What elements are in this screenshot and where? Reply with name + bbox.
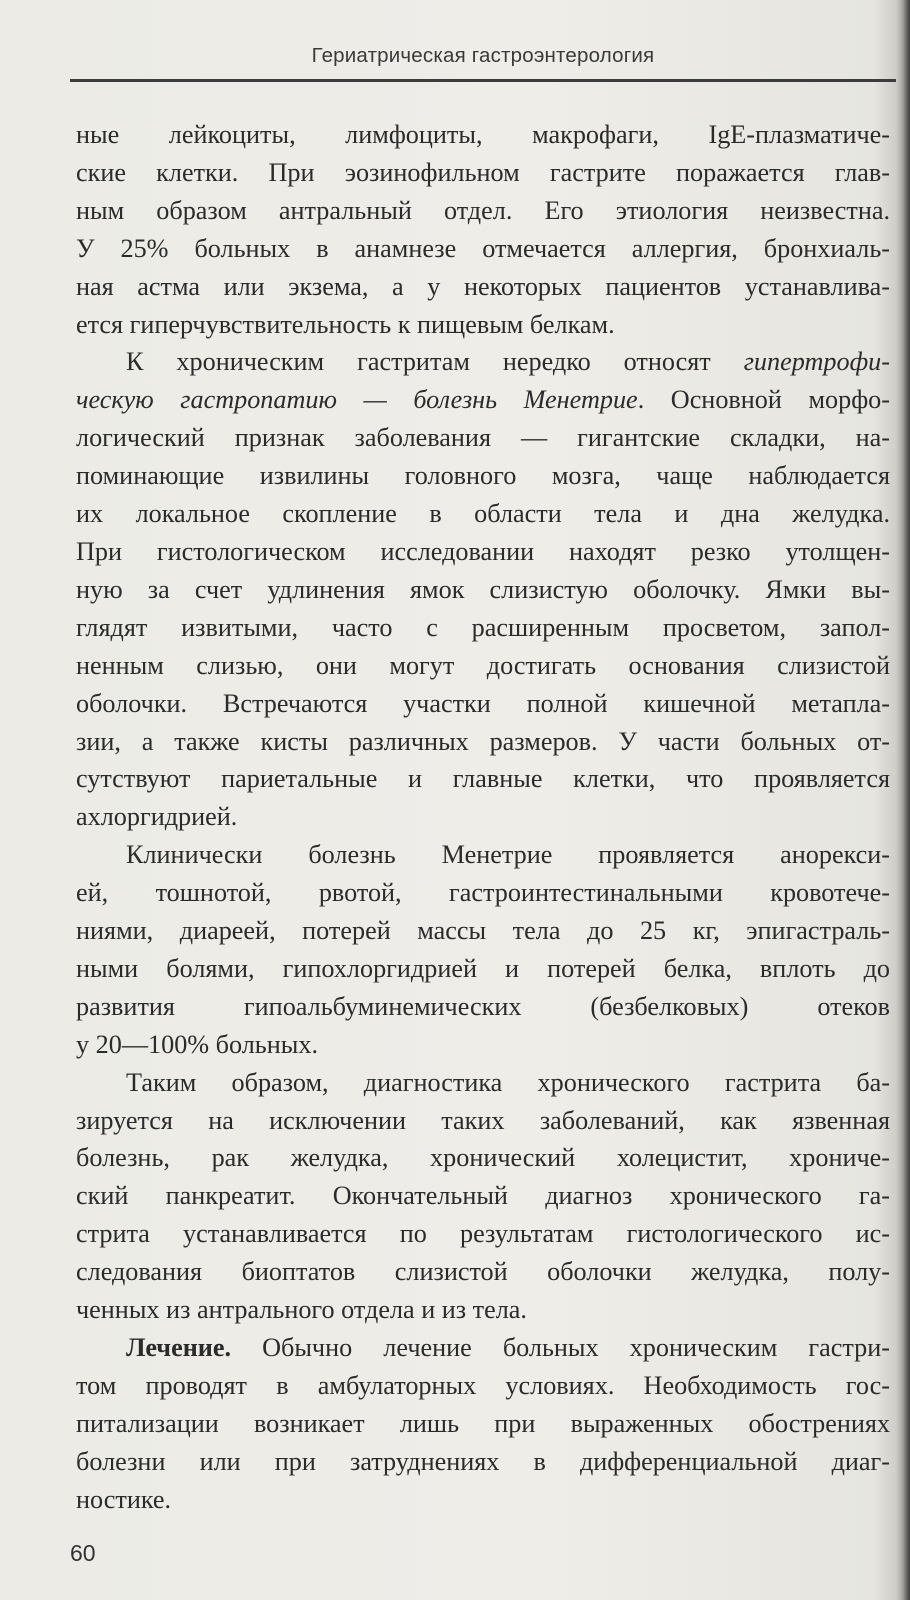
section-heading: Лечение. <box>126 1333 232 1362</box>
paragraph-5 <box>76 1329 890 1519</box>
text-line: зируется на исключении таких заболеваний, как язвенная <box>76 1105 890 1135</box>
text-run: К хроническим гастритам нередко относят <box>126 347 744 377</box>
text-line: ненным слизью, они могут достигать основания слизистой <box>76 650 890 680</box>
text-line: глядят извитыми, часто с расширенным просветом, запол- <box>76 612 890 642</box>
italic-term: гипертрофи- <box>743 347 890 377</box>
text-line: сутствуют париетальные и главные клетки, что проявляется <box>76 764 890 794</box>
text-line <box>76 1329 890 1367</box>
text-line <box>76 343 890 381</box>
text-line: ностике. <box>76 1484 172 1514</box>
text-line: При гистологическом исследовании находят резко утолщен- <box>76 536 890 566</box>
text-line: ский панкреатит. Окончательный диагноз хронического га- <box>76 1181 890 1211</box>
paragraph-1 <box>76 116 890 343</box>
paragraph-4 <box>76 1064 890 1329</box>
running-header: Гериатрическая гастроэнтерология <box>311 44 655 67</box>
text-line: оболочки. Встречаются участки полной кишечной метапла- <box>76 688 890 718</box>
text-line: ными болями, гипохлоргидрией и потерей белка, вплоть до <box>76 953 890 983</box>
text-line: Таким образом, диагностика хронического гастрита ба- <box>126 1067 890 1097</box>
text-line: ские клетки. При эозинофильном гастрите поражается глав- <box>76 157 890 187</box>
text-line: логический признак заболевания — гигантские складки, на- <box>76 423 890 453</box>
text-line: питализации возникает лишь при выраженных обострениях <box>76 1408 890 1438</box>
text-line: ная астма или экзема, а у некоторых пациентов устанавлива- <box>76 271 890 301</box>
text-line: ченных из антрального отдела и из тела. <box>76 1295 527 1325</box>
text-line: У 25% больных в анамнезе отмечается аллергия, бронхиаль- <box>76 233 890 263</box>
page-number: 60 <box>70 1540 96 1566</box>
text-line: болезнь, рак желудка, хронический холецистит, хрониче- <box>76 1143 890 1173</box>
body-text <box>76 116 890 1519</box>
text-line <box>76 381 890 419</box>
text-line: у 20—100% больных. <box>76 1029 318 1059</box>
text-line: болезни или при затруднениях в дифференциальной диаг- <box>76 1446 890 1476</box>
text-line: поминающие извилины головного мозга, чаще наблюдается <box>76 461 890 491</box>
text-line: следования биоптатов слизистой оболочки желудка, полу- <box>76 1257 890 1287</box>
text-line: Клинически болезнь Менетрие проявляется анорекси- <box>126 840 890 870</box>
text-line: ные лейкоциты, лимфоциты, макрофаги, IgE-плазматиче- <box>76 120 890 149</box>
text-line: стрита устанавливается по результатам гистологического ис- <box>76 1219 890 1249</box>
text-line: ниями, диареей, потерей массы тела до 25 кг, эпигастраль- <box>76 916 890 946</box>
text-run: . Основной морфо- <box>637 385 890 415</box>
paragraph-3 <box>76 836 890 1063</box>
text-line: развития гипоальбуминемических (безбелковых) отеков <box>76 991 890 1021</box>
text-line: том проводят в амбулаторных условиях. Необходимость гос- <box>76 1370 890 1400</box>
italic-term: ческую гастропатию — болезнь Менетрие <box>76 385 638 415</box>
text-line: их локальное скопление в области тела и дна желудка. <box>76 499 890 529</box>
header-rule <box>70 79 896 82</box>
text-line: ахлоргидрией. <box>76 802 238 832</box>
text-line: ется гиперчувствительность к пищевым белкам. <box>76 309 615 339</box>
paragraph-2 <box>76 343 890 836</box>
text-line: ей, тошнотой, рвотой, гастроинтестинальными кровотече- <box>76 878 890 908</box>
text-line: зии, а также кисты различных размеров. У части больных от- <box>76 726 890 756</box>
page-edge-shadow <box>896 0 910 1600</box>
text-line: ную за счет удлинения ямок слизистую оболочку. Ямки вы- <box>76 574 890 604</box>
text-line: ным образом антральный отдел. Его этиология неизвестна. <box>76 195 890 225</box>
text-run: Обычно лечение больных хроническим гастри- <box>231 1333 890 1362</box>
